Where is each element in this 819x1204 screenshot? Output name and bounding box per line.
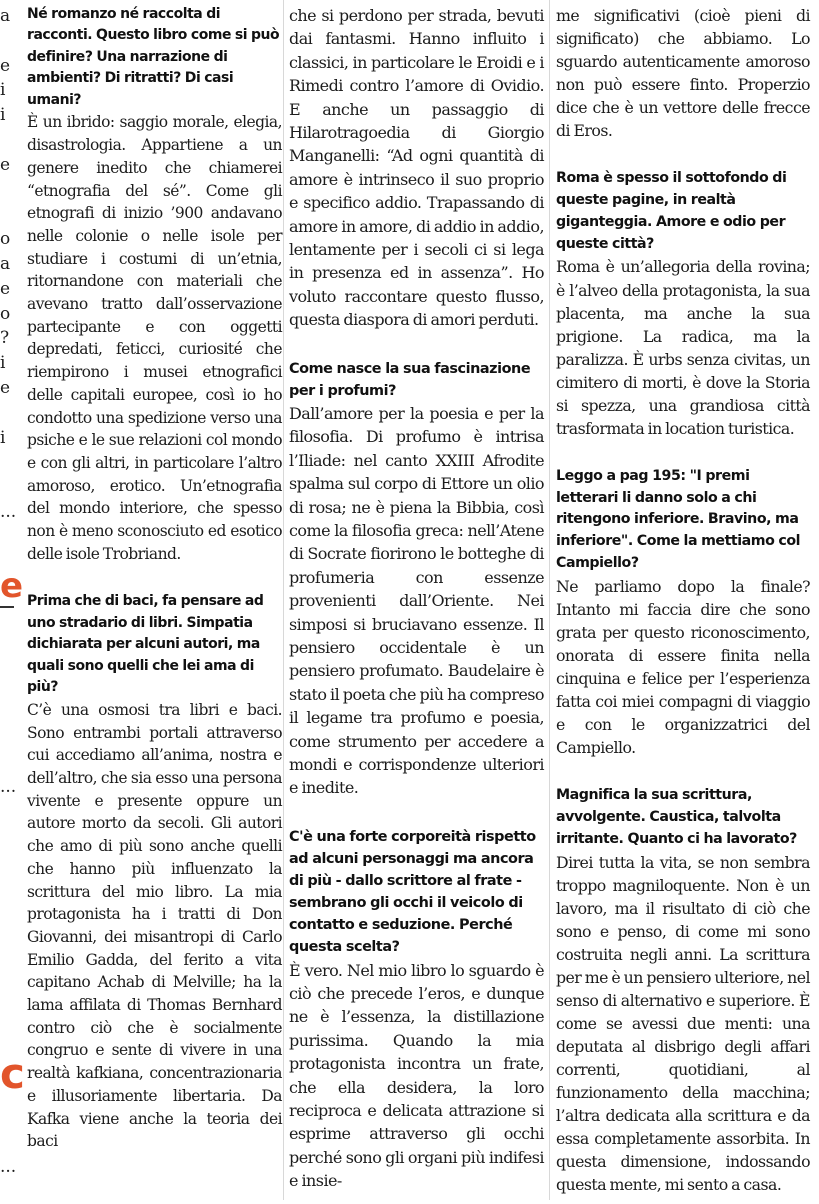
edge-char: i: [0, 427, 6, 448]
cut-headline-letter: c: [0, 1049, 25, 1098]
edge-ellipsis: ...: [0, 1157, 16, 1177]
spacer: [289, 800, 544, 826]
column-3: [556, 4, 810, 1196]
spacer: [289, 332, 544, 358]
interview-question: Magnifica la sua scrittura, avvolgente. Caustica, talvolta irritante. Quanto ci ha lavorato?: [556, 787, 797, 847]
edge-char: e: [0, 154, 11, 175]
spacer: [556, 142, 810, 168]
interview-answer: Ne parliamo dopo la finale? Intanto mi faccia dire che sono grata per questo riconoscimento, onorata di essere finita nella cinquina e felice per l’esperienza fatta coi miei compagni di viaggio e con le organizzatrici del Campiello.: [556, 576, 810, 758]
cut-headline-letter: e: [0, 566, 24, 606]
interview-question: Come nasce la sua fascinazione per i profumi?: [289, 360, 531, 399]
edge-char: ...: [0, 501, 16, 522]
edge-char: e: [0, 278, 11, 299]
interview-answer: che si perdono per strada, bevuti dai fantasmi. Hanno influito i classici, in particolare le Eroidi e i Rimedi contro l’amore di Ovidio. E anche un passaggio di Hilarotragoedia di Giorgio Manganelli: “Ad ogni quantità di amore è intrinseco il suo proprio e specifico addio. Trapassando di amore in amore, di addio in addio, lentamente per i secoli ci si lega in presenza ed in assenza”. Ho voluto raccontare questo flusso, questa diaspora di amori perduti.: [289, 6, 544, 330]
spacer: [556, 440, 810, 466]
interview-answer: Roma è un’allegoria della rovina; è l’alveo della protagonista, la sua placenta, ma anche la sua prigione. La radica, ma la paralizza. È urbs senza civitas, un cimitero di morti, è dove la Storia si spezza, una grandiosa città trasformata in location turistica.: [556, 257, 810, 438]
interview-answer: È un ibrido: saggio morale, elegia, disastrologia. Appartiene a un genere inedito che chiamerei “etnografia del sé”. Come gli etnografi di inizio ’900 andavano nelle colonie o nelle isole per studiare i costumi di un’etnia, ritornandone con materiali che avevano tratto dall’osservazione partecipante e con oggetti depredati, feticci, curiosité che riempirono i musei etnografici delle capitali europee, così io ho condotto una spedizione verso una psiche e le sue relazioni col mondo e con gli altri, in particolare l’altro amoroso, erotico. Un’etnografia del mondo interiore, che spesso non è meno sconosciuto ed esotico delle isole Trobriand.: [27, 113, 282, 563]
edge-char: o: [0, 229, 11, 250]
interview-answer: Dall’amore per la poesia e per la filosofia. Di profumo è intrisa l’Iliade: nel canto XXIII Afrodite spalma sul corpo di Ettore un olio di rosa; ne è piena la Bibbia, così come la filosofia greca: nell’Atene di Socrate fiorirono le botteghe di profumeria con essenze provenienti dall’Oriente. Nei simposi si bruciavano essenze. Il pensiero occidentale è un pensiero profumato. Baudelaire è stato il poeta che più ha compreso il legame tra profumo e poesia, come strumento per accedere a mondi e corrispondenze ulteriori e inedite.: [289, 403, 544, 798]
edge-char: [0, 450, 16, 475]
edge-char: [0, 29, 16, 54]
edge-char: [0, 475, 16, 500]
interview-question: Leggo a pag 195: "I premi letterari li danno solo a chi ritengono inferiore. Bravino, ma inferiore". Come la mettiamo col Campiello?: [556, 467, 801, 572]
edge-char: [0, 128, 16, 153]
interview-question: Né romanzo né raccolta di racconti. Questo libro come si può definire? Una narrazione di ambienti? Di ritratti? Di casi umani?: [27, 6, 280, 108]
edge-char: i: [0, 353, 6, 374]
edge-char: i: [0, 105, 6, 126]
interview-answer: me significativi (cioè pieni di significato) che abbiamo. Lo sguardo autenticamente amoroso non può essere finto. Properzio dice che è un vettore delle frecce di Eros.: [556, 6, 810, 141]
edge-char: [0, 178, 16, 203]
interview-question: C'è una forte corporeità rispetto ad alcuni personaggi ma ancora di più - dallo scrittore al frate - sembrano gli occhi il veicolo di contatto e seduzione. Perché questa scelta?: [289, 828, 536, 956]
edge-char: o: [0, 303, 11, 324]
edge-char: [0, 202, 16, 227]
interview-question: Roma è spesso il sottofondo di queste pagine, in realtà giganteggia. Amore e odio per queste città?: [556, 170, 787, 252]
edge-char: e: [0, 377, 11, 398]
edge-char: i: [0, 80, 6, 101]
column-divider: [283, 0, 284, 1200]
interview-answer: È vero. Nel mio libro lo sguardo è ciò che precede l’eros, e dunque ne è l’essenza, la distillazione purissima. Quando la mia protagonista incontra un frate, che ella desidera, la loro reciproca e delicata attrazione si esprime attraverso gli occhi perché sono gli organi più indifesi e insie-: [289, 960, 544, 1191]
edge-char: e: [0, 55, 11, 76]
edge-divider: [0, 606, 14, 608]
spacer: [27, 565, 282, 591]
interview-answer: C’è una osmosi tra libri e baci. Sono entrambi portali attraverso cui accediamo all’anima, nostra e dell’altro, che sia esso una persona vivente e presente oppure un autore morto da secoli. Gli autori che amo di più sono anche quelli che hanno più influenzato la scrittura del mio libro. La mia protagonista ha i tratti di Don Giovanni, dei misantropi di Carlo Emilio Gadda, del ferito a vita capitano Achab di Melville; ha la lama affilata di Thomas Bernhard contro ciò che è socialmente congruo e sente di vivere in una realtà kafkiana, concentrazionaria e illusoriamente libertaria. Da Kafka viene anche la teoria dei baci: [27, 700, 282, 1151]
edge-char: [0, 401, 16, 426]
spacer: [556, 759, 810, 785]
column-divider: [549, 0, 550, 1200]
edge-char: a: [0, 253, 11, 274]
edge-char: ?: [0, 328, 10, 349]
edge-ellipsis: ...: [0, 777, 16, 797]
column-2: [289, 4, 544, 1193]
interview-answer: Direi tutta la vita, se non sembra troppo magniloquente. Non è un lavoro, ma il risultato di ciò che sono e penso, di come mi sono costruita negli anni. La scrittura per me è un pensiero ulteriore, nel senso di alternativo e superiore. È come se avessi due menti: una deputata al disbrigo degli affari correnti, quotidiani, al funzionamento della macchina; l’altra dedicata alla scrittura e da essa completamente assorbita. In questa dimensione, indossando questa mente, mi sento a casa.: [556, 852, 810, 1195]
edge-char: a: [0, 6, 11, 26]
interview-question: Prima che di baci, fa pensare ad uno stradario di libri. Simpatia dichiarata per alcuni autori, ma quali sono quelli che lei ama di più?: [27, 593, 264, 696]
column-1: [27, 4, 282, 1153]
